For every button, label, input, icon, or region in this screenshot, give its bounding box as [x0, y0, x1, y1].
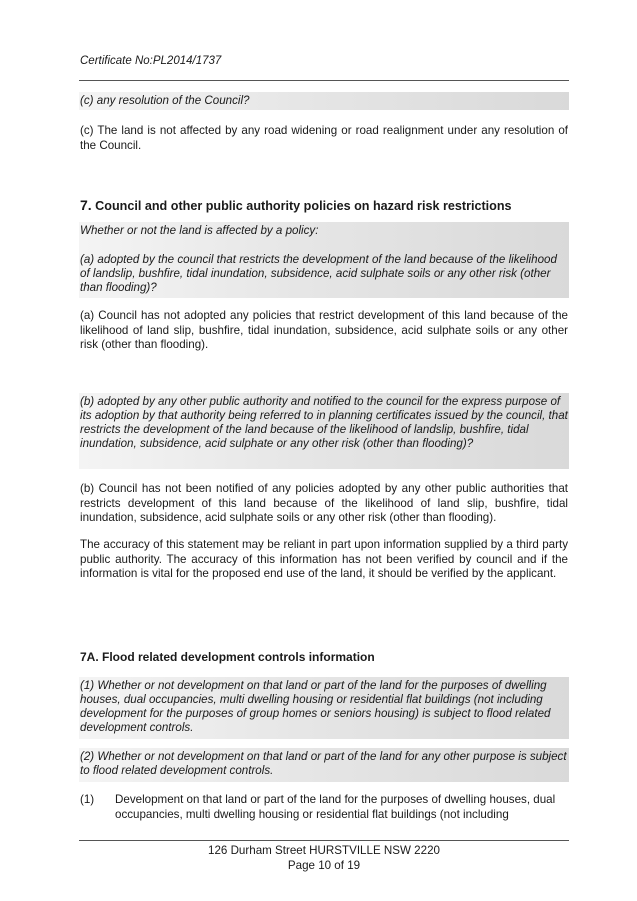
question-7b: (b) adopted by any other public authority and notified to the council for the express purpose of its adoption by that authority being referred to in planning certificates issued by the council, that restricts the development of the land because of the likelihood of landslip, bushfire, tidal inundation, subsidence, acid sulphate or any other risk (other than flooding)?	[80, 395, 568, 450]
answer-7b: (b) Council has not been notified of any policies adopted by any other public authorities that restricts development of this land because of the likelihood of land slip, bushfire, tidal inundation, subsidence, acid sulphate soils or any other risk (other than flooding).	[80, 482, 568, 524]
certificate-number: Certificate No:PL2014/1737	[80, 55, 222, 67]
section-7-number: 7.	[80, 197, 92, 213]
header-rule	[79, 80, 569, 81]
section-7a-heading: 7A. Flood related development controls information	[80, 650, 375, 664]
flood-question-1: (1) Whether or not development on that land or part of the land for the purposes of dwelling houses, dual occupancies, multi dwelling housing or residential flat buildings (not including development for the purposes of group homes or seniors housing) is subject to flood related development controls.	[80, 679, 551, 734]
section-7-title: Council and other public authority policies on hazard risk restrictions	[91, 199, 512, 213]
footer	[79, 843, 569, 873]
answer-c: (c) The land is not affected by any road widening or road realignment under any resolution of the Council.	[80, 124, 568, 152]
footer-address: 126 Durham Street HURSTVILLE NSW 2220	[208, 844, 440, 857]
section-7-heading	[80, 197, 512, 213]
flood-question-2: (2) Whether or not development on that land or part of the land for any other purpose is subject to flood related development controls.	[80, 750, 567, 777]
question-7a: (a) adopted by the council that restricts the development of the land because of the likelihood of landslip, bushfire, tidal inundation, subsidence, acid sulphate soils or any other risk (other than flooding)?	[80, 253, 557, 294]
accuracy-statement: The accuracy of this statement may be reliant in part upon information supplied by a third party public authority. The accuracy of this information has not been verified by council and if the information is vital for the proposed end use of the land, it should be verified by the applicant.	[80, 538, 568, 580]
question-c: (c) any resolution of the Council?	[80, 94, 250, 107]
answer-7a: (a) Council has not adopted any policies that restrict development of this land because of the likelihood of land slip, bushfire, tidal inundation, subsidence, acid sulphate soils or any other risk (other than flooding).	[80, 309, 568, 351]
footer-rule	[79, 840, 569, 841]
flood-item-1-text: Development on that land or part of the land for the purposes of dwelling houses, dual occupancies, multi dwelling housing or residential flat buildings (not including	[115, 793, 556, 821]
flood-item-1-number: (1)	[80, 793, 95, 806]
page-number: Page 10 of 19	[287, 859, 361, 872]
policy-intro: Whether or not the land is affected by a policy:	[80, 224, 319, 237]
